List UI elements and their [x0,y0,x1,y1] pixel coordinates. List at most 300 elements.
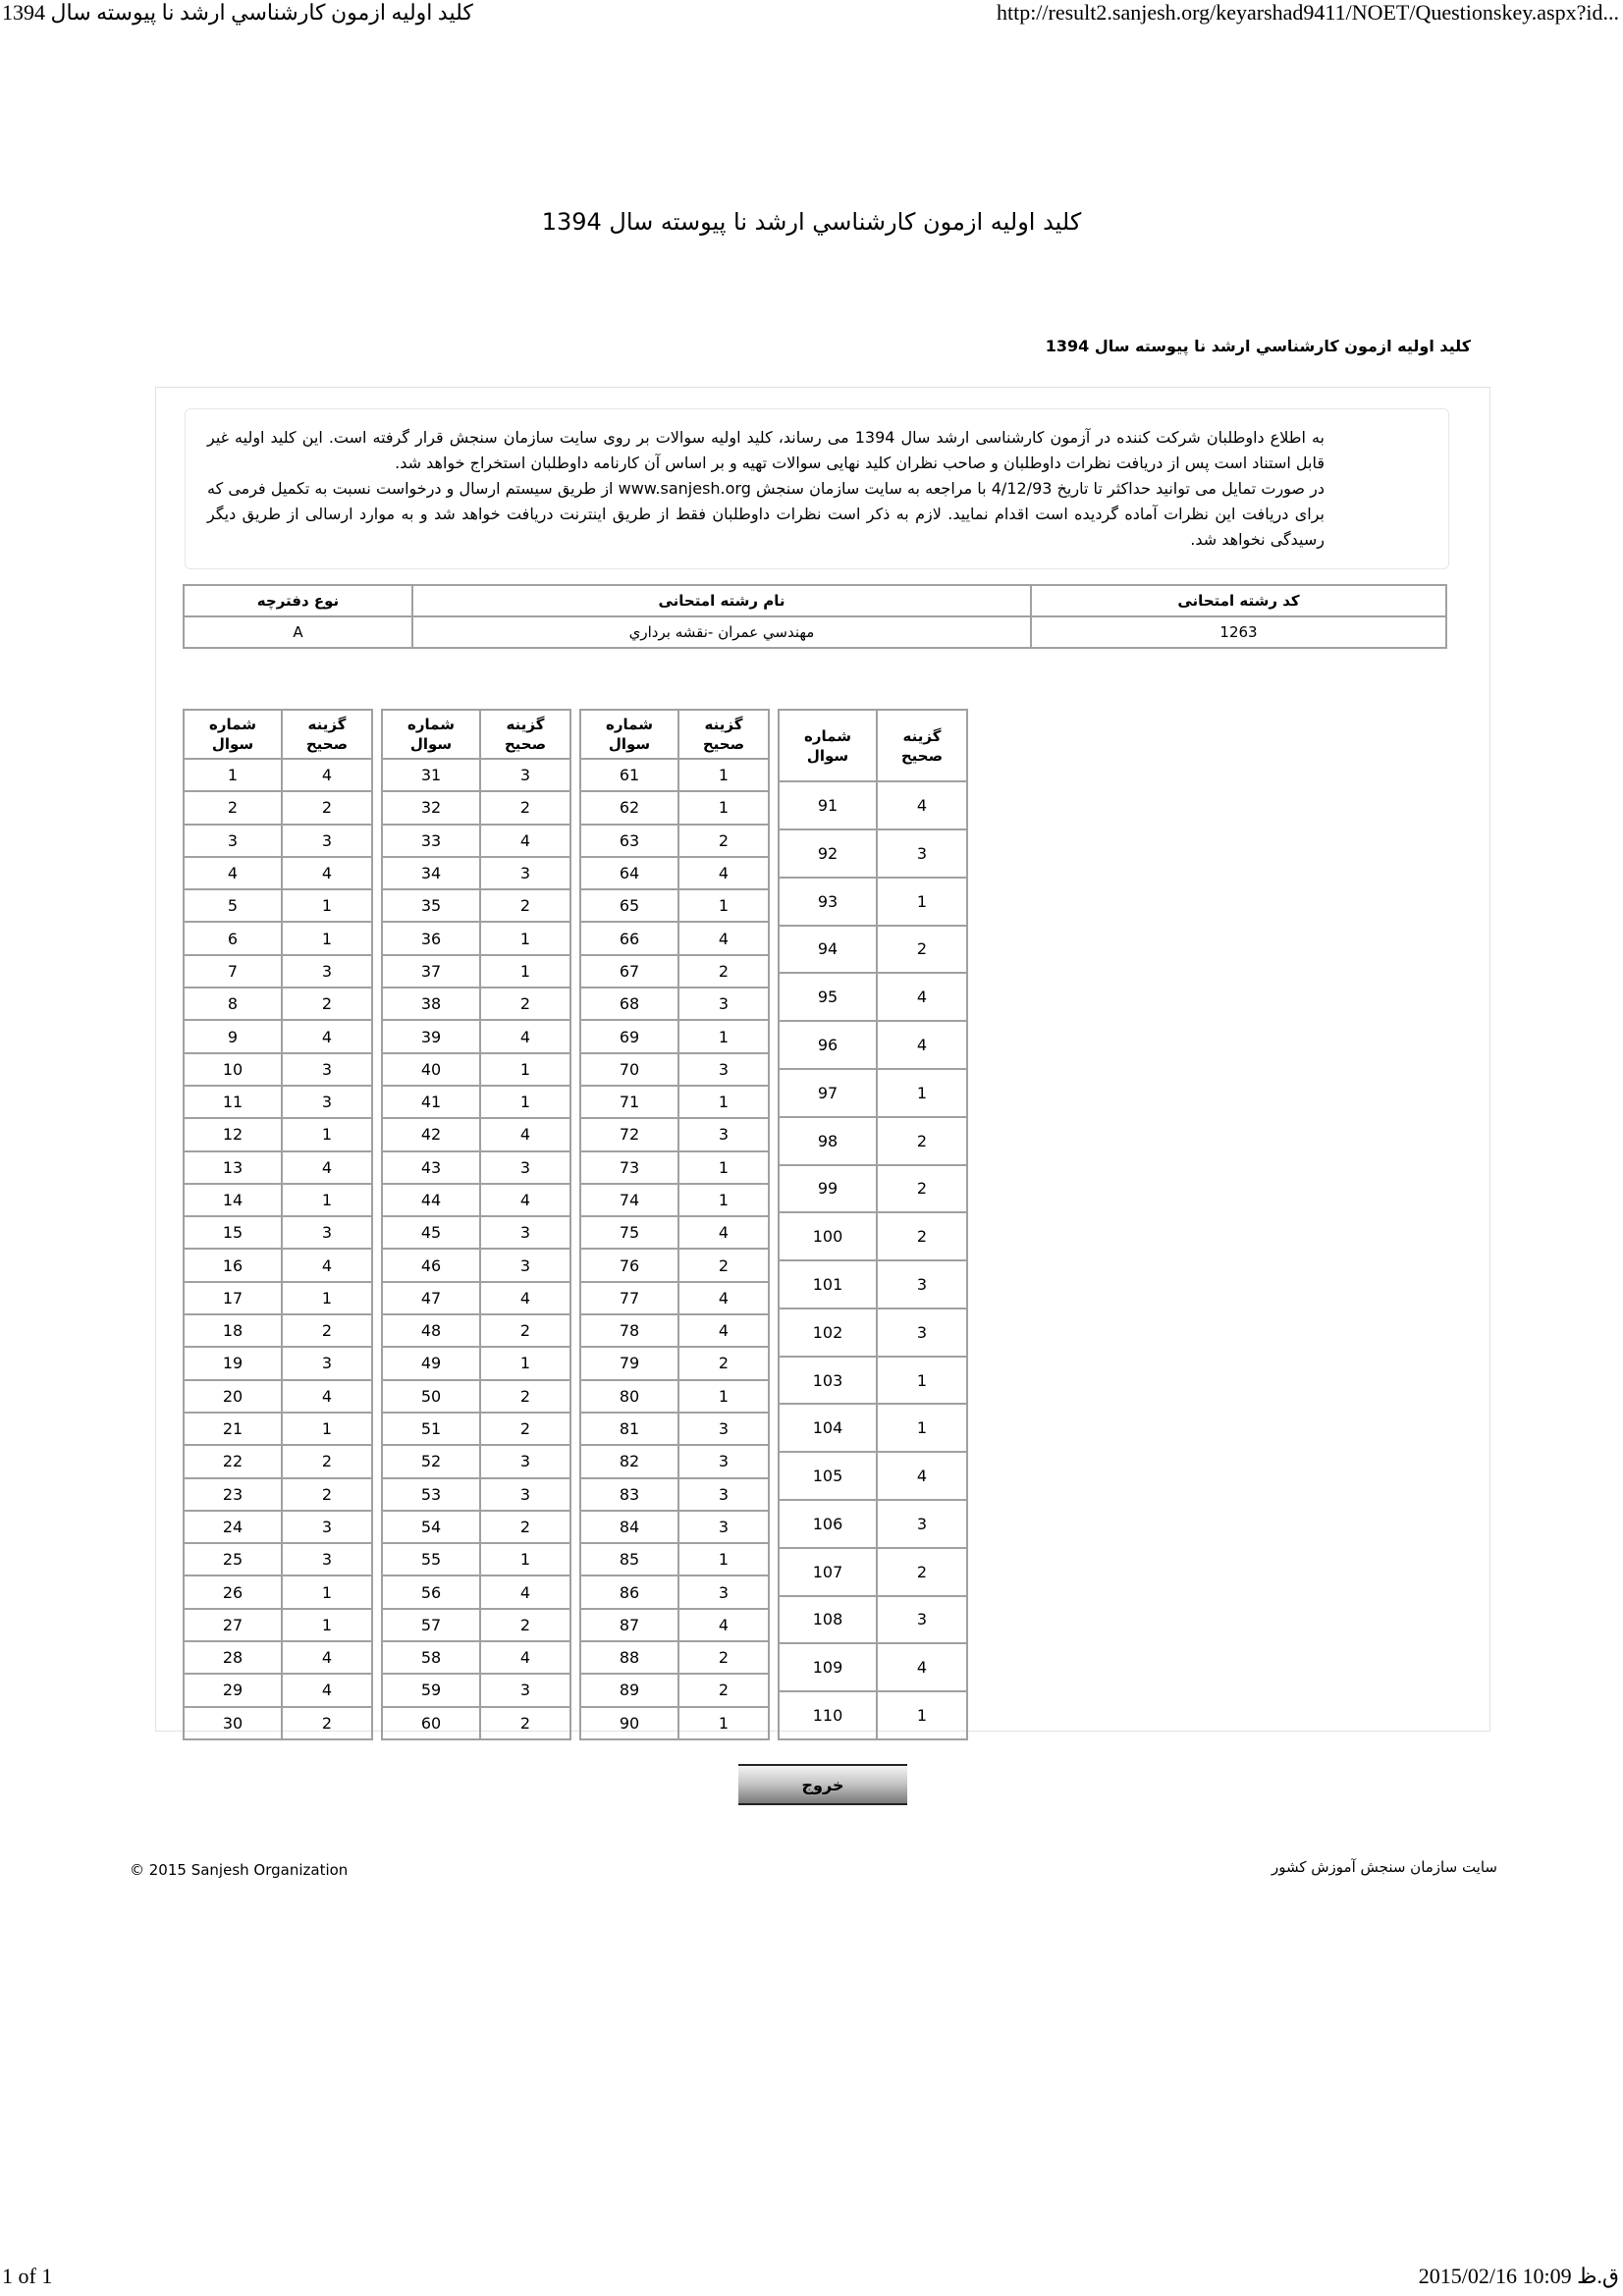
correct-option-cell: 1 [480,955,570,988]
question-number-cell: 78 [580,1314,678,1347]
table-row [382,1118,570,1150]
table-row [382,1575,570,1608]
question-number-cell: 77 [580,1282,678,1314]
correct-option-cell: 4 [678,1609,769,1641]
table-row [580,1609,769,1641]
table-row [382,1184,570,1216]
table-row [382,955,570,988]
question-number-cell: 43 [382,1151,480,1184]
question-number-cell: 49 [382,1347,480,1379]
table-row [779,973,967,1021]
exam-info-header-row [184,585,1446,616]
question-number-cell: 61 [580,759,678,791]
answer-key-table [778,709,968,1740]
question-number-cell: 11 [184,1086,282,1118]
table-row [580,1020,769,1052]
table-row [184,1641,372,1674]
question-number-cell: 10 [184,1053,282,1086]
question-number-cell: 85 [580,1543,678,1575]
question-number-cell: 6 [184,922,282,954]
correct-option-cell: 3 [678,1118,769,1150]
correct-option-cell: 3 [678,1478,769,1511]
table-row [382,1445,570,1477]
question-number-cell: 90 [580,1707,678,1739]
table-row [184,1380,372,1413]
question-number-cell: 14 [184,1184,282,1216]
table-row [382,1413,570,1445]
table-row [382,889,570,922]
correct-option-cell: 3 [282,1511,372,1543]
correct-option-cell: 2 [678,955,769,988]
correct-option-cell: 2 [480,889,570,922]
table-row [580,1674,769,1706]
correct-option-cell: 4 [282,759,372,791]
question-number-cell: 97 [779,1069,877,1117]
correct-option-cell: 1 [282,922,372,954]
correct-option-cell: 4 [282,1674,372,1706]
table-row [184,988,372,1020]
correct-option-cell: 3 [877,1596,967,1644]
correct-option-cell: 1 [678,1151,769,1184]
question-number-cell: 47 [382,1282,480,1314]
table-row [382,1707,570,1739]
table-row [382,857,570,889]
table-row [184,1674,372,1706]
correct-option-cell: 3 [480,759,570,791]
table-row [580,1086,769,1118]
question-number-cell: 60 [382,1707,480,1739]
exit-button[interactable]: خروج [738,1764,907,1805]
table-row [382,1674,570,1706]
table-row [779,878,967,926]
table-row [779,1117,967,1165]
question-number-cell: 56 [382,1575,480,1608]
table-row [184,1543,372,1575]
table-row [580,1151,769,1184]
exam-name-value: مهندسي عمران -نقشه برداري [412,616,1031,648]
table-row [184,1314,372,1347]
table-row [184,857,372,889]
question-number-cell: 59 [382,1674,480,1706]
correct-option-cell: 1 [678,1184,769,1216]
table-row [184,1478,372,1511]
correct-option-cell: 3 [480,1445,570,1477]
table-row [184,1575,372,1608]
correct-option-cell: 2 [282,1478,372,1511]
table-row [184,1609,372,1641]
table-row [779,1548,967,1596]
question-number-cell: 42 [382,1118,480,1150]
table-row [184,1249,372,1281]
table-row [184,1184,372,1216]
question-number-cell: 4 [184,857,282,889]
correct-option-cell: 4 [480,1641,570,1674]
table-row [184,1086,372,1118]
correct-option-cell: 1 [678,759,769,791]
table-row [779,1596,967,1644]
correct-option-cell: 4 [282,857,372,889]
question-number-cell: 91 [779,781,877,829]
table-row [779,1691,967,1739]
question-number-cell: 2 [184,791,282,824]
correct-option-cell: 4 [678,1282,769,1314]
correct-option-cell: 3 [282,825,372,857]
page-title: كليد اوليه ازمون كارشناسي ارشد نا پيوسته سال 1394 [541,208,1082,236]
table-row [779,926,967,974]
notice-paragraph: به اطلاع داوطلبان شرکت کننده در آزمون کارشناسی ارشد سال 1394 می رساند، کلید اولیه سوالات بر روی سایت سازمان سنجش قرار گرفته است. این کلید اولیه غیر قابل استناد است پس از دریافت نظرات داوطلبان و صاحب نظران کلید نهایی سوالات تهیه و بر اساس آن کارنامه داوطلبان استخراج خواهد شد. [207,428,1325,472]
correct-option-cell: 2 [877,1212,967,1260]
table-row [580,1413,769,1445]
correct-option-cell: 3 [480,1249,570,1281]
table-row [184,791,372,824]
table-row [184,1413,372,1445]
question-number-cell: 105 [779,1452,877,1500]
correct-option-cell: 2 [877,1548,967,1596]
correct-option-cell: 3 [678,1511,769,1543]
question-number-cell: 9 [184,1020,282,1052]
table-row [580,1641,769,1674]
question-number-cell: 34 [382,857,480,889]
table-row [580,1118,769,1150]
correct-option-cell: 3 [480,1478,570,1511]
print-header-url: http://result2.sanjesh.org/keyarshad9411/NOET/Questionskey.aspx?id... [996,0,1619,25]
correct-option-cell: 3 [480,1151,570,1184]
correct-option-cell: 2 [480,988,570,1020]
correct-option-cell: 1 [480,1543,570,1575]
question-number-cell: 73 [580,1151,678,1184]
correct-option-cell: 1 [480,922,570,954]
correct-option-cell: 1 [282,889,372,922]
question-number-cell: 52 [382,1445,480,1477]
question-number-cell: 92 [779,829,877,878]
correct-option-cell: 4 [282,1249,372,1281]
correct-option-cell: 4 [282,1020,372,1052]
correct-option-cell: 1 [282,1118,372,1150]
table-row [580,1543,769,1575]
question-number-cell: 89 [580,1674,678,1706]
question-number-cell: 100 [779,1212,877,1260]
question-number-cell: 13 [184,1151,282,1184]
question-number-cell: 63 [580,825,678,857]
notice-paragraph: در صورت تمایل می توانید حداکثر تا تاریخ 4/12/93 با مراجعه به سایت سازمان سنجش www.sanjesh.org از طریق سیستم ارسال و درخواست نسبت به تکمیل فرمی که برای دریافت این نظرات آماده گردیده است اقدام نمایید. لازم به ذکر است نظرات داوطلبان فقط از طریق اینترنت دریافت خواهد شد و به موارد ارسالی از طریق دیگر رسیدگی نخواهد شد. [207,479,1325,549]
question-number-cell: 37 [382,955,480,988]
table-row [580,857,769,889]
correct-option-cell: 1 [678,1020,769,1052]
copyright-text: © 2015 Sanjesh Organization [130,1861,349,1879]
question-number-cell: 94 [779,926,877,974]
correct-option-cell: 4 [678,1314,769,1347]
table-row [779,1260,967,1308]
correct-option-cell: 1 [877,1069,967,1117]
table-row [382,1641,570,1674]
question-number-cell: 64 [580,857,678,889]
table-row [184,889,372,922]
question-number-cell: 101 [779,1260,877,1308]
question-number-cell: 17 [184,1282,282,1314]
correct-option-cell: 4 [480,1184,570,1216]
correct-option-cell: 4 [877,1021,967,1069]
page-number: 1 of 1 [2,2264,53,2288]
exam-code-header: كد رشته امتحانی [1031,585,1446,616]
correct-option-cell: 1 [877,878,967,926]
question-number-cell: 103 [779,1357,877,1405]
correct-option-cell: 2 [480,1314,570,1347]
correct-option-cell: 1 [678,1707,769,1739]
table-row [580,1380,769,1413]
correct-option-cell: 4 [678,1216,769,1249]
table-row [382,1478,570,1511]
table-row [382,1347,570,1379]
question-number-cell: 7 [184,955,282,988]
correct-option-cell: 3 [678,1575,769,1608]
question-number-header: شماره سوال [779,710,877,781]
question-number-cell: 20 [184,1380,282,1413]
table-row [382,1151,570,1184]
correct-option-header: گزینه صحیح [282,710,372,759]
question-number-cell: 65 [580,889,678,922]
question-number-cell: 3 [184,825,282,857]
question-number-cell: 53 [382,1478,480,1511]
table-row [779,829,967,878]
answer-key-header-row [382,710,570,759]
answer-key-tables [183,709,968,1740]
question-number-cell: 76 [580,1249,678,1281]
question-number-cell: 23 [184,1478,282,1511]
correct-option-cell: 4 [282,1380,372,1413]
correct-option-cell: 3 [678,988,769,1020]
question-number-cell: 24 [184,1511,282,1543]
correct-option-cell: 2 [282,791,372,824]
correct-option-cell: 4 [877,1643,967,1691]
question-number-cell: 57 [382,1609,480,1641]
correct-option-header: گزینه صحیح [480,710,570,759]
correct-option-cell: 4 [877,1452,967,1500]
correct-option-cell: 2 [480,1413,570,1445]
table-row [184,1118,372,1150]
question-number-cell: 83 [580,1478,678,1511]
question-number-cell: 82 [580,1445,678,1477]
table-row [184,1282,372,1314]
table-row [580,1314,769,1347]
question-number-cell: 35 [382,889,480,922]
question-number-cell: 66 [580,922,678,954]
table-row [184,1511,372,1543]
question-number-header: شماره سوال [382,710,480,759]
table-row [580,759,769,791]
table-row [580,1053,769,1086]
question-number-cell: 68 [580,988,678,1020]
question-number-cell: 70 [580,1053,678,1086]
booklet-type-header: نوع دفترچه [184,585,412,616]
correct-option-cell: 3 [480,1216,570,1249]
answer-key-header-row [779,710,967,781]
table-row [580,955,769,988]
correct-option-cell: 1 [678,889,769,922]
question-number-cell: 22 [184,1445,282,1477]
table-row [382,1249,570,1281]
question-number-cell: 31 [382,759,480,791]
exam-info-row [184,616,1446,648]
table-row [580,922,769,954]
correct-option-cell: 3 [678,1053,769,1086]
exam-info-table [183,584,1447,649]
exam-name-header: نام رشته امتحانی [412,585,1031,616]
question-number-cell: 46 [382,1249,480,1281]
print-header [0,0,1623,33]
correct-option-cell: 4 [877,973,967,1021]
question-number-cell: 99 [779,1165,877,1213]
correct-option-cell: 3 [678,1445,769,1477]
table-row [184,759,372,791]
table-row [382,1511,570,1543]
question-number-cell: 108 [779,1596,877,1644]
question-number-cell: 12 [184,1118,282,1150]
correct-option-cell: 2 [877,1165,967,1213]
question-number-cell: 58 [382,1641,480,1674]
question-number-cell: 48 [382,1314,480,1347]
question-number-cell: 15 [184,1216,282,1249]
table-row [580,791,769,824]
answer-key-table [579,709,770,1740]
correct-option-cell: 1 [877,1357,967,1405]
correct-option-cell: 4 [282,1641,372,1674]
table-row [382,1380,570,1413]
table-row [382,1314,570,1347]
correct-option-cell: 3 [282,1053,372,1086]
correct-option-cell: 1 [282,1413,372,1445]
answer-key-table [183,709,373,1740]
correct-option-cell: 1 [480,1053,570,1086]
question-number-cell: 62 [580,791,678,824]
table-row [580,1707,769,1739]
correct-option-cell: 4 [480,825,570,857]
correct-option-cell: 2 [282,988,372,1020]
table-row [779,1500,967,1548]
correct-option-cell: 2 [282,1707,372,1739]
question-number-cell: 30 [184,1707,282,1739]
question-number-cell: 33 [382,825,480,857]
table-row [382,791,570,824]
question-number-cell: 67 [580,955,678,988]
question-number-cell: 88 [580,1641,678,1674]
table-row [779,1643,967,1691]
question-number-cell: 40 [382,1053,480,1086]
print-footer [0,2264,1623,2296]
question-number-header: شماره سوال [580,710,678,759]
table-row [184,922,372,954]
question-number-cell: 109 [779,1643,877,1691]
notice-box [185,408,1449,569]
table-row [184,1347,372,1379]
question-number-cell: 8 [184,988,282,1020]
table-row [580,825,769,857]
question-number-cell: 25 [184,1543,282,1575]
correct-option-cell: 2 [678,1249,769,1281]
answer-key-header-row [184,710,372,759]
correct-option-cell: 1 [480,1086,570,1118]
table-row [580,1184,769,1216]
question-number-cell: 1 [184,759,282,791]
question-number-cell: 32 [382,791,480,824]
table-row [580,1282,769,1314]
sanjesh-site-link[interactable]: سایت سازمان سنجش آموزش کشور [1271,1858,1497,1876]
table-row [382,1053,570,1086]
question-number-cell: 75 [580,1216,678,1249]
correct-option-cell: 3 [282,955,372,988]
answer-key-table [381,709,571,1740]
correct-option-cell: 2 [678,1641,769,1674]
table-row [184,825,372,857]
booklet-type-value: A [184,616,412,648]
question-number-header: شماره سوال [184,710,282,759]
correct-option-cell: 2 [480,1511,570,1543]
table-row [184,1216,372,1249]
question-number-cell: 28 [184,1641,282,1674]
table-row [184,1707,372,1739]
question-number-cell: 29 [184,1674,282,1706]
table-row [580,1511,769,1543]
correct-option-cell: 2 [678,1674,769,1706]
question-number-cell: 104 [779,1404,877,1452]
correct-option-cell: 3 [282,1086,372,1118]
question-number-cell: 84 [580,1511,678,1543]
table-row [382,988,570,1020]
correct-option-cell: 4 [678,922,769,954]
exam-code-value: 1263 [1031,616,1446,648]
table-row [382,1086,570,1118]
question-number-cell: 98 [779,1117,877,1165]
question-number-cell: 21 [184,1413,282,1445]
question-number-cell: 86 [580,1575,678,1608]
table-row [779,1357,967,1405]
question-number-cell: 107 [779,1548,877,1596]
table-row [580,1249,769,1281]
correct-option-cell: 1 [877,1691,967,1739]
question-number-cell: 16 [184,1249,282,1281]
table-row [779,1021,967,1069]
table-row [184,1151,372,1184]
question-number-cell: 79 [580,1347,678,1379]
correct-option-cell: 3 [282,1543,372,1575]
question-number-cell: 26 [184,1575,282,1608]
correct-option-cell: 2 [877,1117,967,1165]
question-number-cell: 74 [580,1184,678,1216]
table-row [382,922,570,954]
question-number-cell: 19 [184,1347,282,1379]
table-row [382,1609,570,1641]
correct-option-cell: 3 [877,829,967,878]
table-row [184,1020,372,1052]
question-number-cell: 45 [382,1216,480,1249]
correct-option-cell: 3 [877,1500,967,1548]
correct-option-cell: 1 [282,1609,372,1641]
table-row [382,1282,570,1314]
correct-option-cell: 1 [480,1347,570,1379]
correct-option-cell: 1 [282,1184,372,1216]
table-row [779,1308,967,1357]
question-number-cell: 36 [382,922,480,954]
table-row [779,1069,967,1117]
correct-option-cell: 3 [678,1413,769,1445]
question-number-cell: 95 [779,973,877,1021]
correct-option-cell: 3 [480,857,570,889]
correct-option-cell: 2 [282,1314,372,1347]
question-number-cell: 71 [580,1086,678,1118]
correct-option-cell: 3 [282,1216,372,1249]
table-row [580,1347,769,1379]
question-number-cell: 39 [382,1020,480,1052]
correct-option-cell: 1 [282,1282,372,1314]
